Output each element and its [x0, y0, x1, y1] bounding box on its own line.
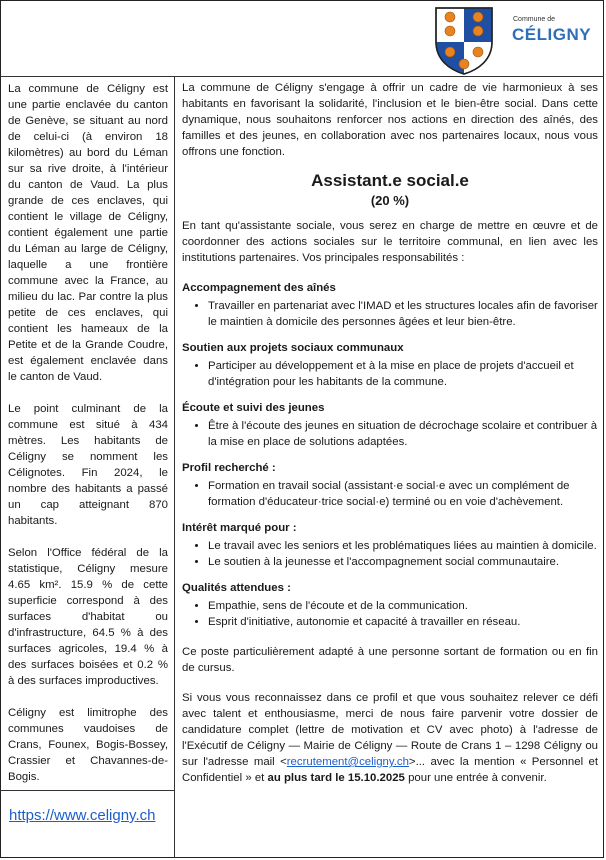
- commune-de-label: Commune de: [513, 16, 556, 23]
- sidebar-paragraph: La commune de Céligny est une partie enclavée du canton de Genève, se situant au nord de celui-ci (à environ 18 kilomètres) au bord du Léman sur sa rive droite, à l'intérieur du canton de Vaud. La plus grande de ces enclaves, qui contient le village de Céligny, contient également une partie du Léman au large de Céligny, laquelle a une frontière commune avec la France, au milieu du lac. Par contre la plus petite de ces enclaves, qui contient les hameaux de la Petite et de la Grande Coudre, est également enclavée dans le canton de Vaud.: [8, 83, 168, 383]
- list-item: • Esprit d'initiative, autonomie et capacité à travailler en réseau.: [208, 614, 598, 630]
- section-heading: Accompagnement des aînés: [182, 282, 336, 294]
- section-heading: Soutien aux projets sociaux communaux: [182, 342, 404, 354]
- list-item: • Le soutien à la jeunesse et l'accompagnement social communautaire.: [208, 554, 598, 570]
- section-heading: Profil recherché :: [182, 462, 276, 474]
- job-rate: (20 %): [370, 193, 410, 208]
- list-item: • Le travail avec les seniors et les problématiques liées au maintien à domicile.: [208, 538, 598, 554]
- list-item: • Travailler en partenariat avec l'IMAD et les structures locales afin de favoriser le maintien à domicile des personnes âgées et leur bien-être.: [208, 298, 598, 330]
- section-list: [182, 418, 598, 450]
- job-offer: [182, 80, 598, 786]
- column-divider: [174, 76, 175, 858]
- job-title: Assistant.e social.e: [311, 171, 469, 190]
- section-heading: Qualités attendues :: [182, 582, 291, 594]
- sidebar-paragraph: Selon l'Office fédéral de la statistique, Céligny mesure 4.65 km². 15.9 % de cette superficie correspond à des surfaces d'habitat ou d'infrastructure, 64.5 % à des surfaces agricoles, 19.4 % à des surfaces boisées et 0.2 % à des surfaces improductives.: [8, 547, 168, 687]
- deadline: au plus tard le 15.10.2025: [267, 772, 405, 784]
- section-list: [182, 478, 598, 510]
- header-divider: [0, 76, 604, 77]
- role-paragraph: En tant qu'assistante sociale, vous serez en charge de mettre en œuvre et de coordonner des actions sociales sur le territoire communal, en lien avec les institutions partenaires. Vos principales responsabilités :: [182, 220, 598, 264]
- coat-of-arms-logo: [432, 4, 496, 76]
- list-item: • Empathie, sens de l'écoute et de la communication.: [208, 598, 598, 614]
- list-item: • Formation en travail social (assistant·e social·e avec un complément de formation d'éducateur·trice social·e) terminé ou en voie d'achèvement.: [208, 478, 598, 510]
- sidebar-commune-info: [8, 81, 168, 801]
- section-list: [182, 358, 598, 390]
- closing-paragraph: Ce poste particulièrement adapté à une personne sortant de formation ou en fin de cursus.: [182, 646, 598, 674]
- section-heading: Écoute et suivi des jeunes: [182, 402, 325, 414]
- application-text: >... avec la mention « Personnel et Confidentiel » et: [182, 756, 598, 784]
- application-paragraph: [182, 690, 598, 786]
- application-text: pour une entrée à convenir.: [404, 772, 547, 784]
- list-item: • Être à l'écoute des jeunes en situation de décrochage scolaire et contribuer à la mise en place de solutions adaptées.: [208, 418, 598, 450]
- town-name: CÉLIGNY: [512, 25, 592, 44]
- sidebar-paragraph: Le point culminant de la commune est situé à 434 mètres. Les habitants de Céligny se nomment les Célignotes. Fin 2024, le nombre des habitants a passé un cap atteignant 870 habitants.: [8, 403, 168, 527]
- section-list: [182, 298, 598, 330]
- section-heading: Intérêt marqué pour :: [182, 522, 297, 534]
- section-list: [182, 598, 598, 630]
- list-item: • Participer au développement et à la mise en place de projets d'accueil et d'intégration pour les habitants de la commune.: [208, 358, 598, 390]
- website-link[interactable]: https://www.celigny.ch: [9, 807, 156, 824]
- sidebar-paragraph: Céligny est limitrophe des communes vaudoises de Crans, Founex, Bogis-Bossey, Crassier et Chavannes-de-Bogis.: [8, 707, 168, 783]
- section-list: [182, 538, 598, 570]
- email-link[interactable]: recrutement@celigny.ch: [286, 756, 409, 768]
- application-text: Si vous vous reconnaissez dans ce profil et que vous souhaitez relever ce défi avec talent et enthousiasme, merci de nous faire parvenir votre dossier de candidature complet (lettre de motivation et CV avec photo) à l'adresse de l'Exécutif de Céligny — Mairie de Céligny — Route de Crans 1 – 1298 Céligny ou sur l'adresse mail <: [182, 692, 598, 768]
- intro-paragraph: La commune de Céligny s'engage à offrir un cadre de vie harmonieux à ses habitants en favorisant la solidarité, l'inclusion et le bien-être social. Dans cette dynamique, nous souhaitons renforcer nos actions en direction des aînés, des familles et des jeunes, en collaboration avec nos partenaires locaux, nous vous offrons une fonction.: [182, 82, 598, 158]
